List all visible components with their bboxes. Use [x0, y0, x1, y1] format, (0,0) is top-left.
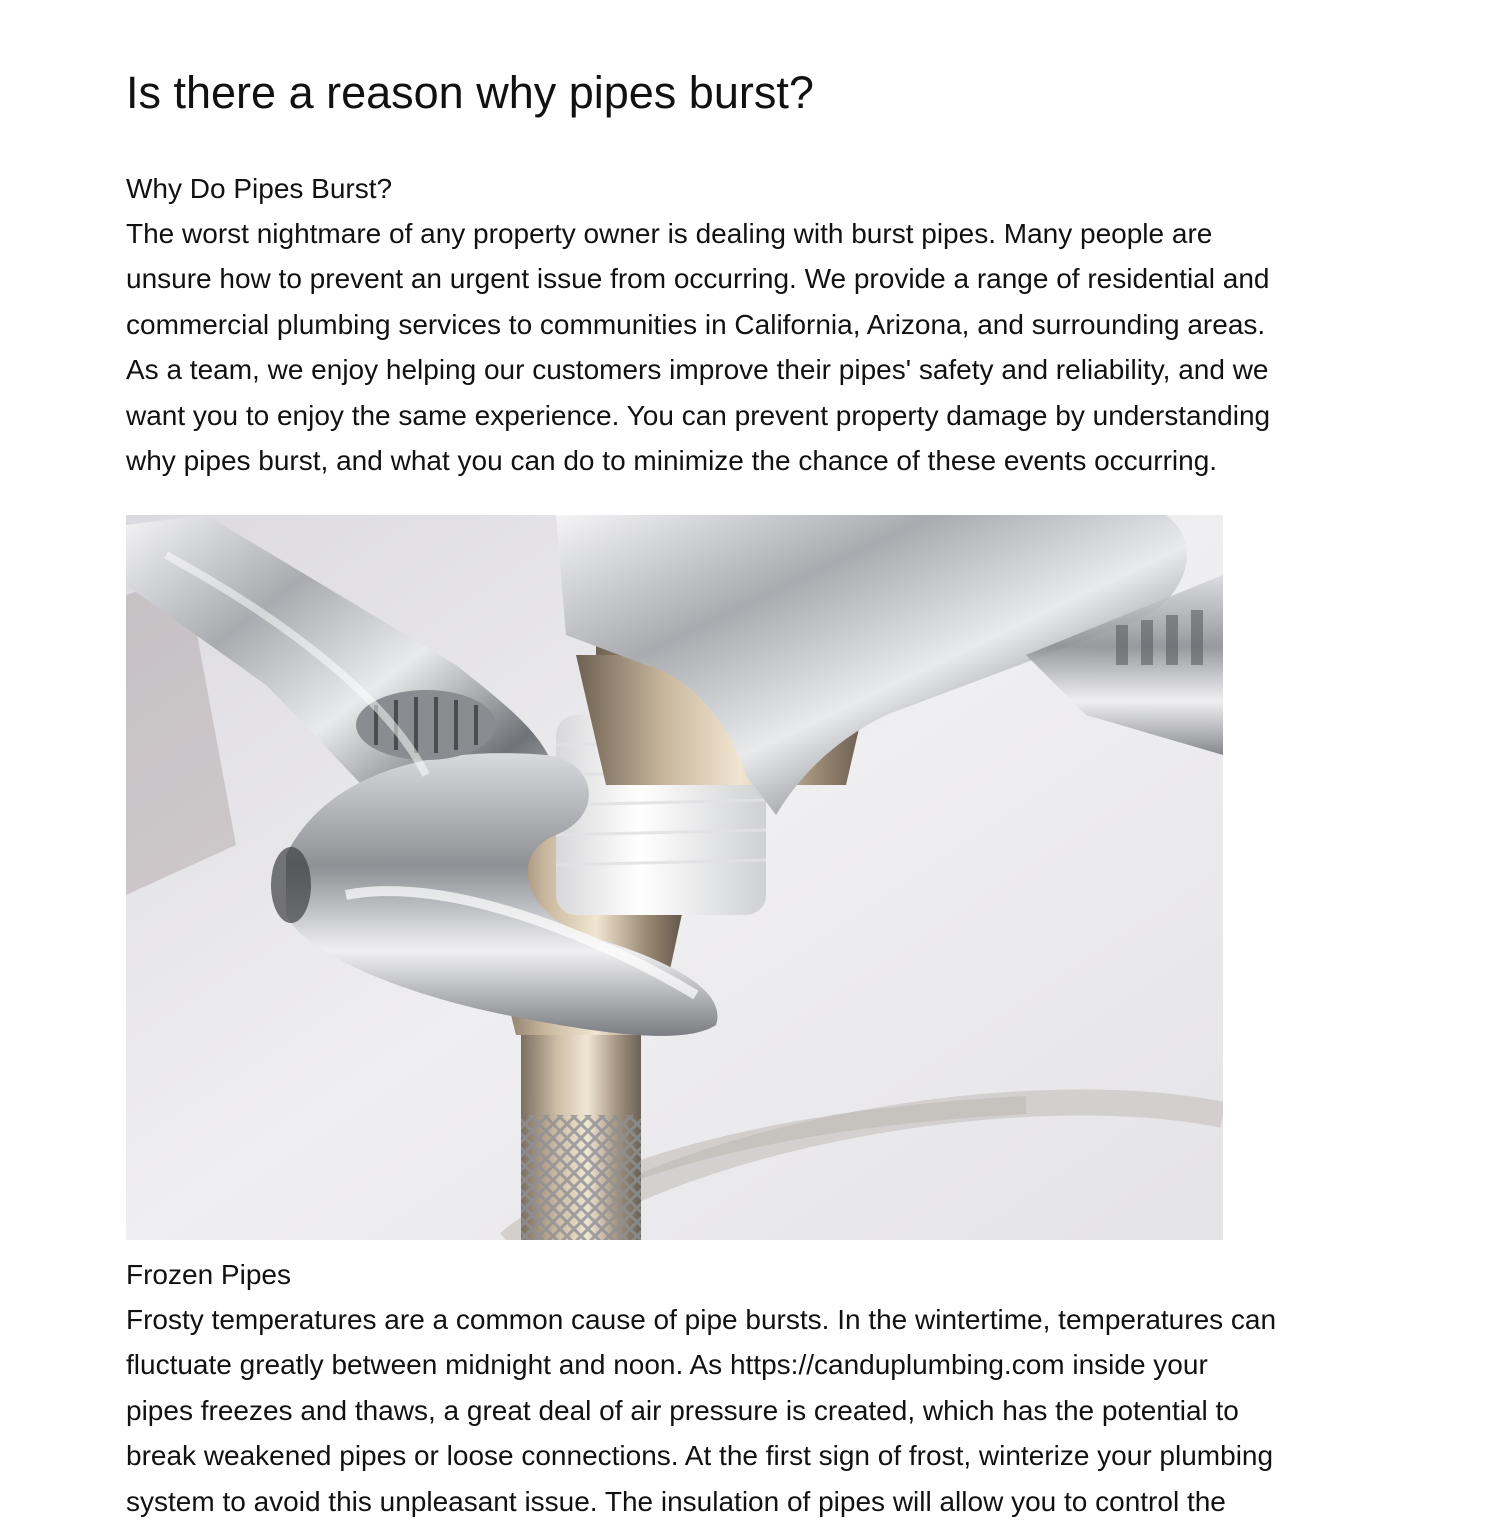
- paragraph-line: pipes freezes and thaws, a great deal of air pressure is created, which has the potential to: [126, 1394, 1239, 1426]
- paragraph-line: unsure how to prevent an urgent issue from occurring. We provide a range of residential and: [126, 263, 1270, 295]
- paragraph-line: The worst nightmare of any property owner is dealing with burst pipes. Many people are: [126, 218, 1213, 249]
- paragraph-line: commercial plumbing services to communities in California, Arizona, and surrounding areas.: [126, 308, 1266, 340]
- paragraph-line: Frosty temperatures are a common cause of pipe bursts. In the wintertime, temperatures can: [126, 1304, 1277, 1335]
- paragraph-line: system to avoid this unpleasant issue. The insulation of pipes will allow you to control the: [126, 1485, 1226, 1517]
- paragraph-line: As a team, we enjoy helping our customers improve their pipes' safety and reliability, and we: [126, 354, 1269, 386]
- plumbing-wrench-photo: [126, 515, 1223, 1240]
- paragraph-line: why pipes burst, and what you can do to minimize the chance of these events occurring.: [126, 445, 1218, 477]
- section-heading-why-pipes-burst: Why Do Pipes Burst?: [126, 173, 393, 204]
- wrench-pipe-illustration: [126, 515, 1223, 1240]
- intro-paragraph: [126, 211, 1376, 483]
- paragraph-line: break weakened pipes or loose connections. At the first sign of frost, winterize your plumbing: [126, 1440, 1274, 1472]
- frozen-pipes-paragraph: [126, 1297, 1376, 1524]
- page-title: Is there a reason why pipes burst?: [126, 67, 814, 118]
- paragraph-line: want you to enjoy the same experience. You can prevent property damage by understanding: [126, 399, 1271, 431]
- paragraph-line: fluctuate greatly between midnight and noon. As https://canduplumbing.com inside your: [126, 1349, 1208, 1381]
- section-heading-frozen-pipes: Frozen Pipes: [126, 1259, 291, 1290]
